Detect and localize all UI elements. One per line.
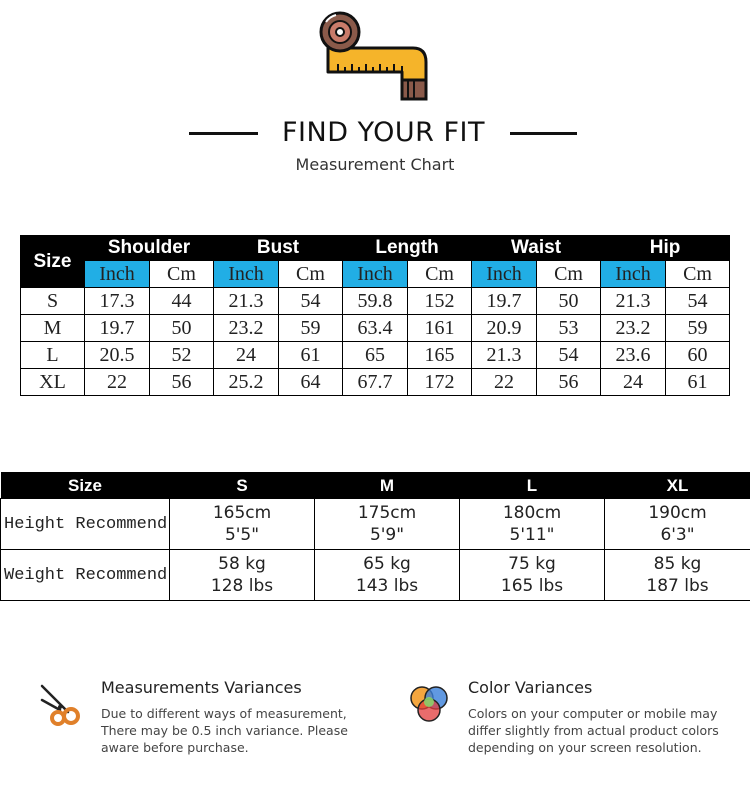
value-cell: 85 kg 187 lbs: [605, 550, 750, 601]
value-cell: 58 kg 128 lbs: [170, 550, 315, 601]
value-cell: 54: [537, 342, 601, 369]
row-label-height: Height Recommend: [1, 499, 170, 550]
value-cell: 19.7: [472, 288, 537, 315]
value-cell: 22: [85, 369, 150, 396]
value-cell: 50: [150, 315, 214, 342]
size-cell: L: [21, 342, 85, 369]
table-row: [21, 369, 730, 396]
value-cell: 175cm 5'9": [315, 499, 460, 550]
size-column-header: Size: [21, 236, 85, 288]
size-cell: XL: [21, 369, 85, 396]
value-cell: 56: [150, 369, 214, 396]
table-row: [21, 342, 730, 369]
unit-header-inch: Inch: [85, 261, 150, 288]
page-title: FIND YOUR FIT: [282, 117, 485, 148]
value-cell: 180cm 5'11": [460, 499, 605, 550]
note-text: Colors on your computer or mobile may differ slightly from actual product colors depending on your screen resolution.: [468, 706, 719, 755]
value-cell: 59: [279, 315, 343, 342]
value-cell: 59.8: [343, 288, 408, 315]
unit-header-inch: Inch: [214, 261, 279, 288]
value-cell: 21.3: [214, 288, 279, 315]
value-cell: 65 kg 143 lbs: [315, 550, 460, 601]
note-title: Measurements Variances: [101, 678, 302, 697]
value-cell: 24: [214, 342, 279, 369]
recommend-size-l: L: [460, 473, 605, 499]
group-header-length: Length: [343, 236, 472, 261]
unit-header-inch: Inch: [343, 261, 408, 288]
value-cell: 53: [537, 315, 601, 342]
group-header-shoulder: Shoulder: [85, 236, 214, 261]
value-cell: 20.5: [85, 342, 150, 369]
value-cell: 52: [150, 342, 214, 369]
unit-header-row: [21, 261, 730, 288]
value-cell: 165: [408, 342, 472, 369]
color-circles-icon: [405, 680, 453, 728]
value-cell: 56: [537, 369, 601, 396]
value-cell: 59: [666, 315, 730, 342]
value-cell: 19.7: [85, 315, 150, 342]
unit-header-inch: Inch: [601, 261, 666, 288]
group-header-hip: Hip: [601, 236, 730, 261]
value-cell: 190cm 6'3": [605, 499, 750, 550]
group-header-bust: Bust: [214, 236, 343, 261]
value-cell: 60: [666, 342, 730, 369]
table-row: [1, 550, 750, 601]
recommend-header-row: [1, 473, 750, 499]
unit-header-inch: Inch: [472, 261, 537, 288]
value-cell: 20.9: [472, 315, 537, 342]
scissors-icon: [38, 680, 86, 728]
unit-header-cm: Cm: [666, 261, 730, 288]
value-cell: 152: [408, 288, 472, 315]
title-divider-left: [189, 132, 258, 135]
value-cell: 23.6: [601, 342, 666, 369]
table-header-row: [21, 236, 730, 261]
note-text: Due to different ways of measurement, There may be 0.5 inch variance. Please aware before purchase.: [101, 706, 348, 755]
title-divider-right: [510, 132, 577, 135]
unit-header-cm: Cm: [537, 261, 601, 288]
note-title: Color Variances: [468, 678, 593, 697]
measuring-tape-icon: [318, 10, 430, 105]
page-subtitle: Measurement Chart: [295, 155, 455, 174]
table-row: [21, 315, 730, 342]
size-recommend-table: [0, 472, 750, 601]
value-cell: 54: [666, 288, 730, 315]
unit-header-cm: Cm: [150, 261, 214, 288]
value-cell: 23.2: [601, 315, 666, 342]
value-cell: 64: [279, 369, 343, 396]
value-cell: 75 kg 165 lbs: [460, 550, 605, 601]
table-row: [1, 499, 750, 550]
unit-header-cm: Cm: [279, 261, 343, 288]
value-cell: 165cm 5'5": [170, 499, 315, 550]
value-cell: 67.7: [343, 369, 408, 396]
value-cell: 24: [601, 369, 666, 396]
value-cell: 17.3: [85, 288, 150, 315]
value-cell: 54: [279, 288, 343, 315]
value-cell: 21.3: [472, 342, 537, 369]
recommend-size-header: Size: [1, 473, 170, 499]
size-measurement-table: [20, 235, 730, 396]
value-cell: 161: [408, 315, 472, 342]
value-cell: 23.2: [214, 315, 279, 342]
value-cell: 172: [408, 369, 472, 396]
value-cell: 21.3: [601, 288, 666, 315]
value-cell: 61: [279, 342, 343, 369]
value-cell: 25.2: [214, 369, 279, 396]
value-cell: 63.4: [343, 315, 408, 342]
row-label-weight: Weight Recommend: [1, 550, 170, 601]
group-header-waist: Waist: [472, 236, 601, 261]
table-row: [21, 288, 730, 315]
unit-header-cm: Cm: [408, 261, 472, 288]
title-row: [0, 115, 750, 151]
value-cell: 44: [150, 288, 214, 315]
value-cell: 22: [472, 369, 537, 396]
recommend-size-s: S: [170, 473, 315, 499]
size-cell: M: [21, 315, 85, 342]
recommend-size-xl: XL: [605, 473, 750, 499]
value-cell: 65: [343, 342, 408, 369]
size-cell: S: [21, 288, 85, 315]
recommend-size-m: M: [315, 473, 460, 499]
value-cell: 61: [666, 369, 730, 396]
value-cell: 50: [537, 288, 601, 315]
